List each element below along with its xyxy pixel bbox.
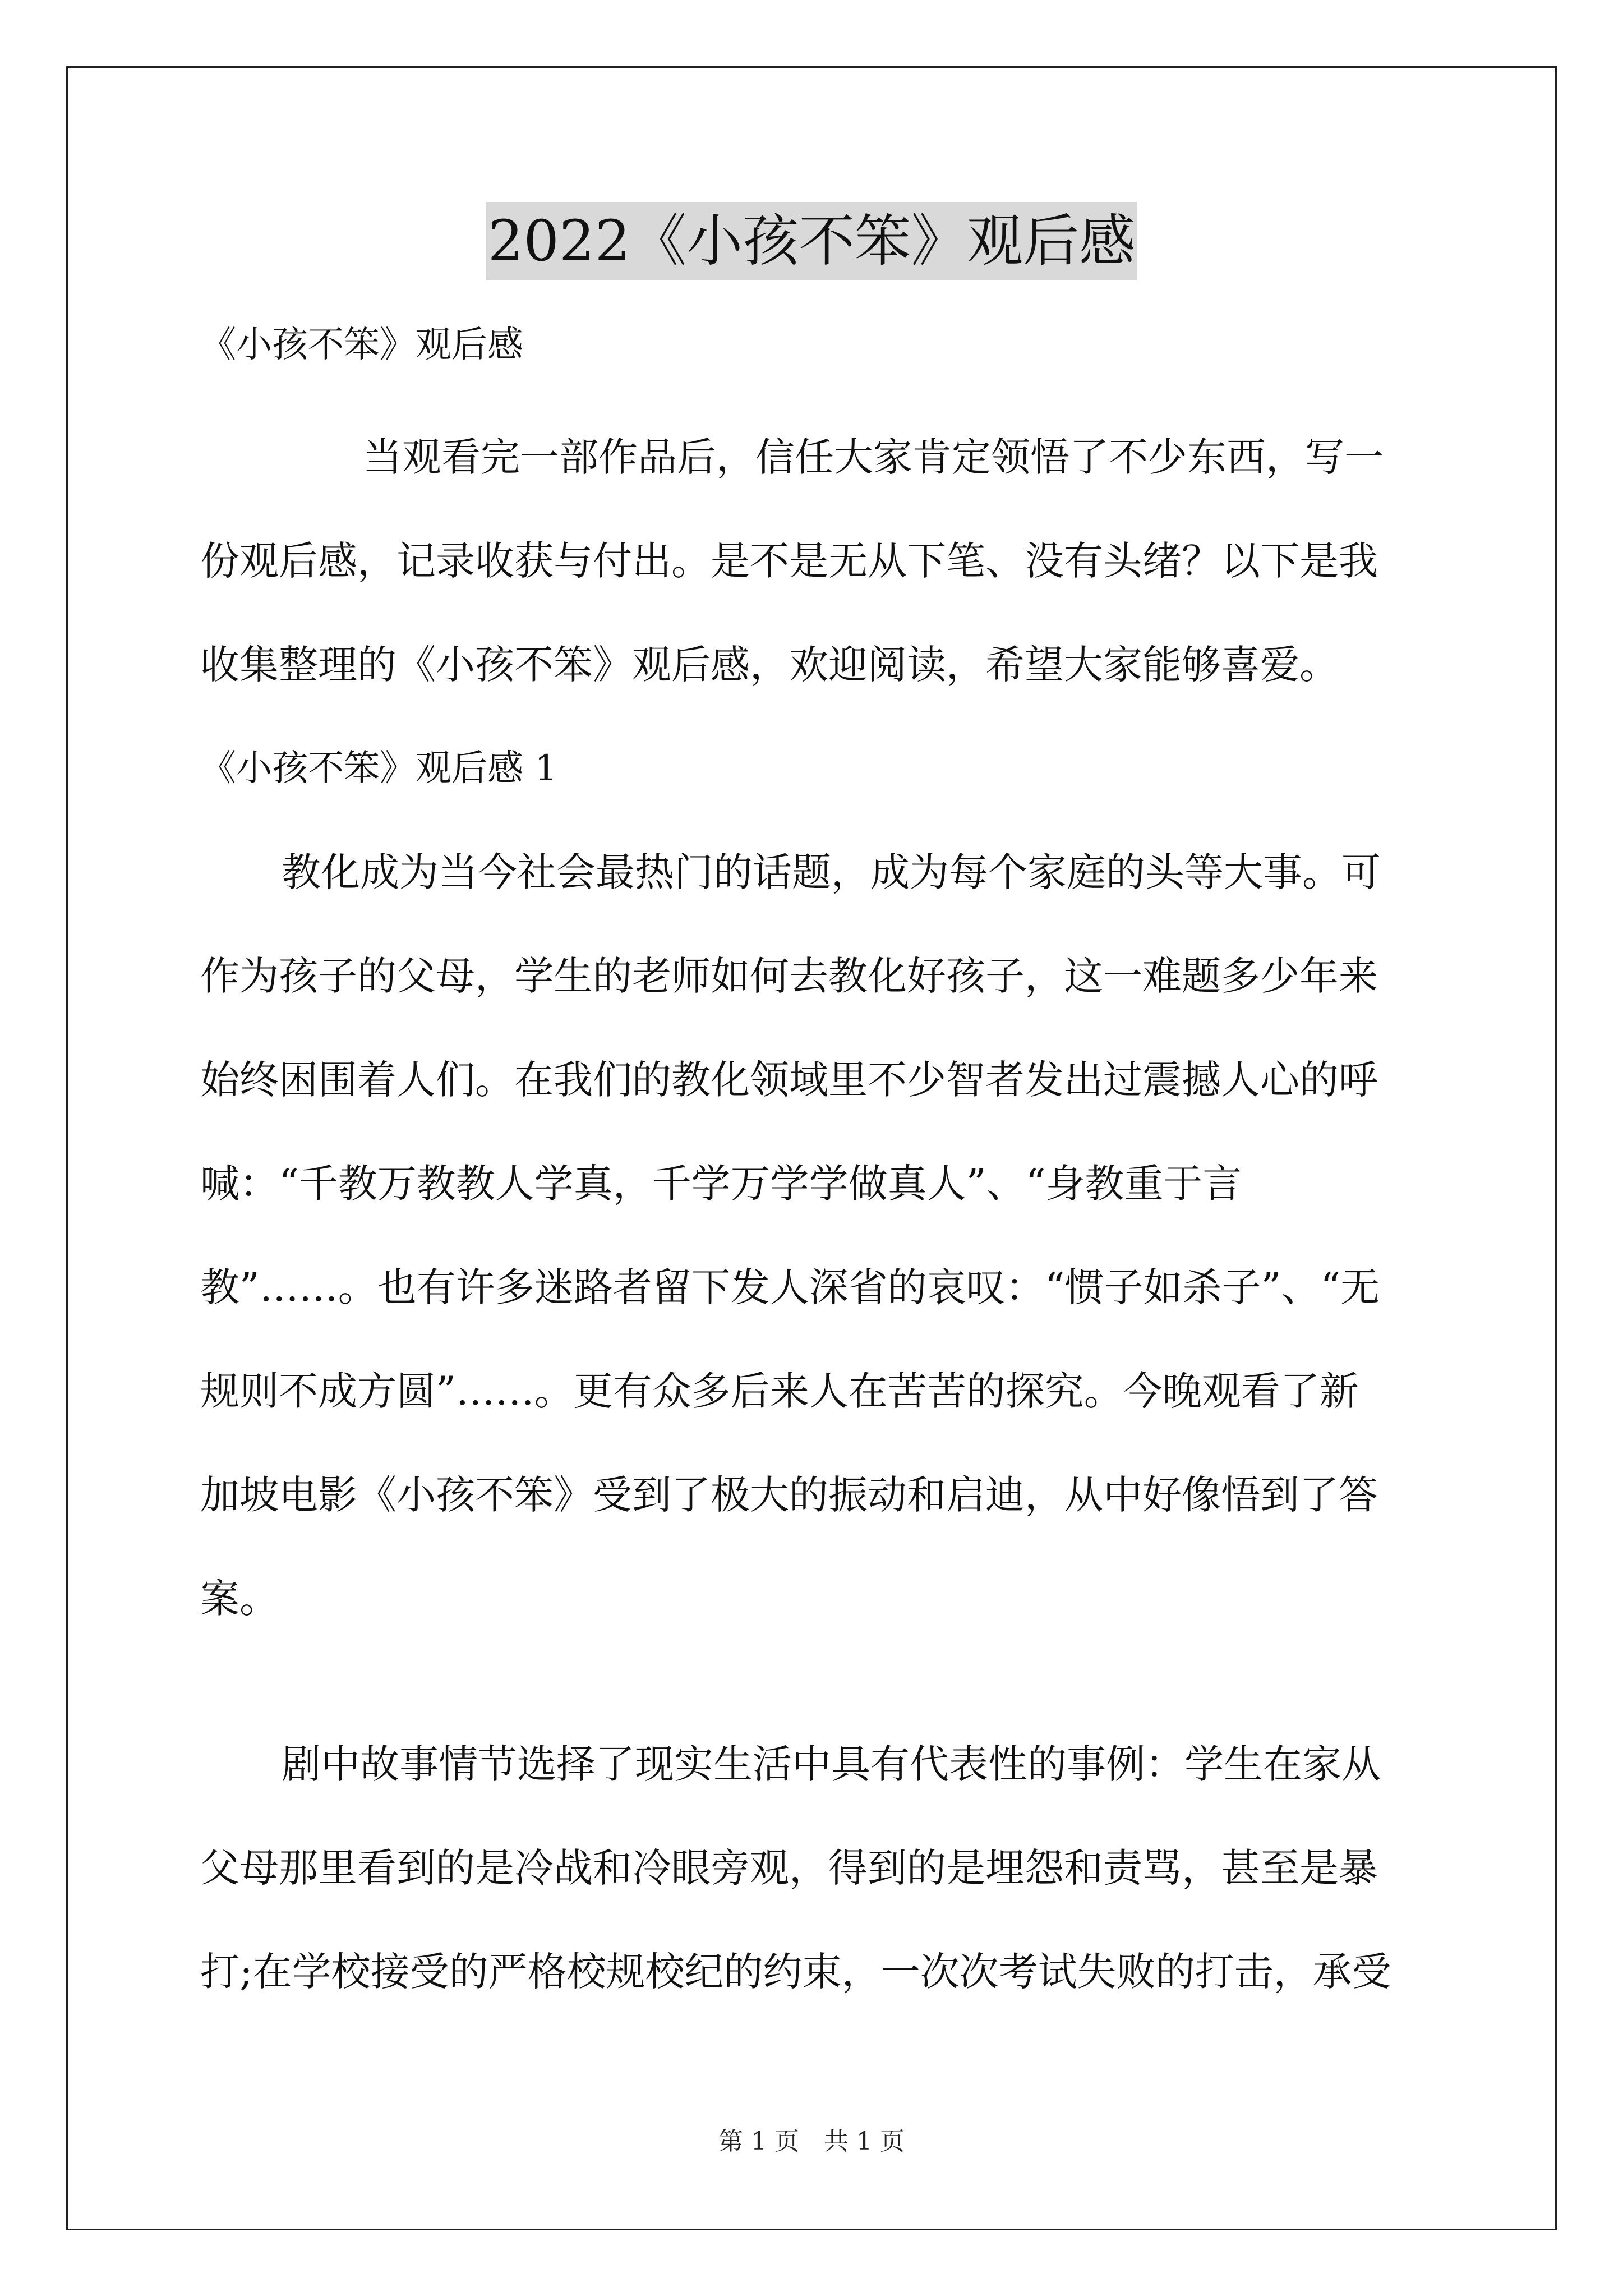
paragraph-line: 剧中故事情节选择了现实生活中具有代表性的事例：学生在家从: [282, 1741, 1381, 1787]
document-title: 2022《小孩不笨》观后感: [486, 202, 1138, 280]
paragraph-line: 教化成为当今社会最热门的话题，成为每个家庭的头等大事。可: [282, 849, 1381, 895]
paragraph-line: 打;在学校接受的严格校规校纪的约束，一次次考试失败的打击，承受: [200, 1949, 1391, 1995]
page-footer: 第 1 页 共 1 页: [718, 2127, 905, 2156]
intro-line: 当观看完一部作品后，信任大家肯定领悟了不少东西，写一: [363, 434, 1384, 480]
paragraph-line: 喊：“千教万教教人学真，千学万学学做真人”、“身教重于言: [200, 1161, 1242, 1207]
page-border: [66, 66, 1557, 2230]
paragraph-line: 教”……。也有许多迷路者留下发人深省的哀叹：“惯子如杀子”、“无: [200, 1264, 1380, 1310]
paragraph-line: 作为孩子的父母，学生的老师如何去教化好孩子，这一难题多少年来: [200, 953, 1378, 999]
intro-line: 收集整理的《小孩不笨》观后感，欢迎阅读，希望大家能够喜爱。: [200, 642, 1339, 688]
section-heading: 《小孩不笨》观后感 1: [200, 748, 558, 789]
intro-line: 份观后感，记录收获与付出。是不是无从下笔、没有头绪？以下是我: [200, 538, 1378, 584]
paragraph-line: 案。: [200, 1576, 279, 1622]
paragraph-line: 规则不成方圆”……。更有众多后来人在苦苦的探究。今晚观看了新: [200, 1368, 1359, 1414]
paragraph-line: 加坡电影《小孩不笨》受到了极大的振动和启迪，从中好像悟到了答: [200, 1472, 1378, 1518]
paragraph-line: 始终困围着人们。在我们的教化领域里不少智者发出过震撼人心的呼: [200, 1057, 1378, 1103]
subtitle: 《小孩不笨》观后感: [200, 324, 523, 366]
paragraph-line: 父母那里看到的是冷战和冷眼旁观，得到的是埋怨和责骂，甚至是暴: [200, 1845, 1378, 1891]
title-wrap: [0, 202, 1623, 280]
